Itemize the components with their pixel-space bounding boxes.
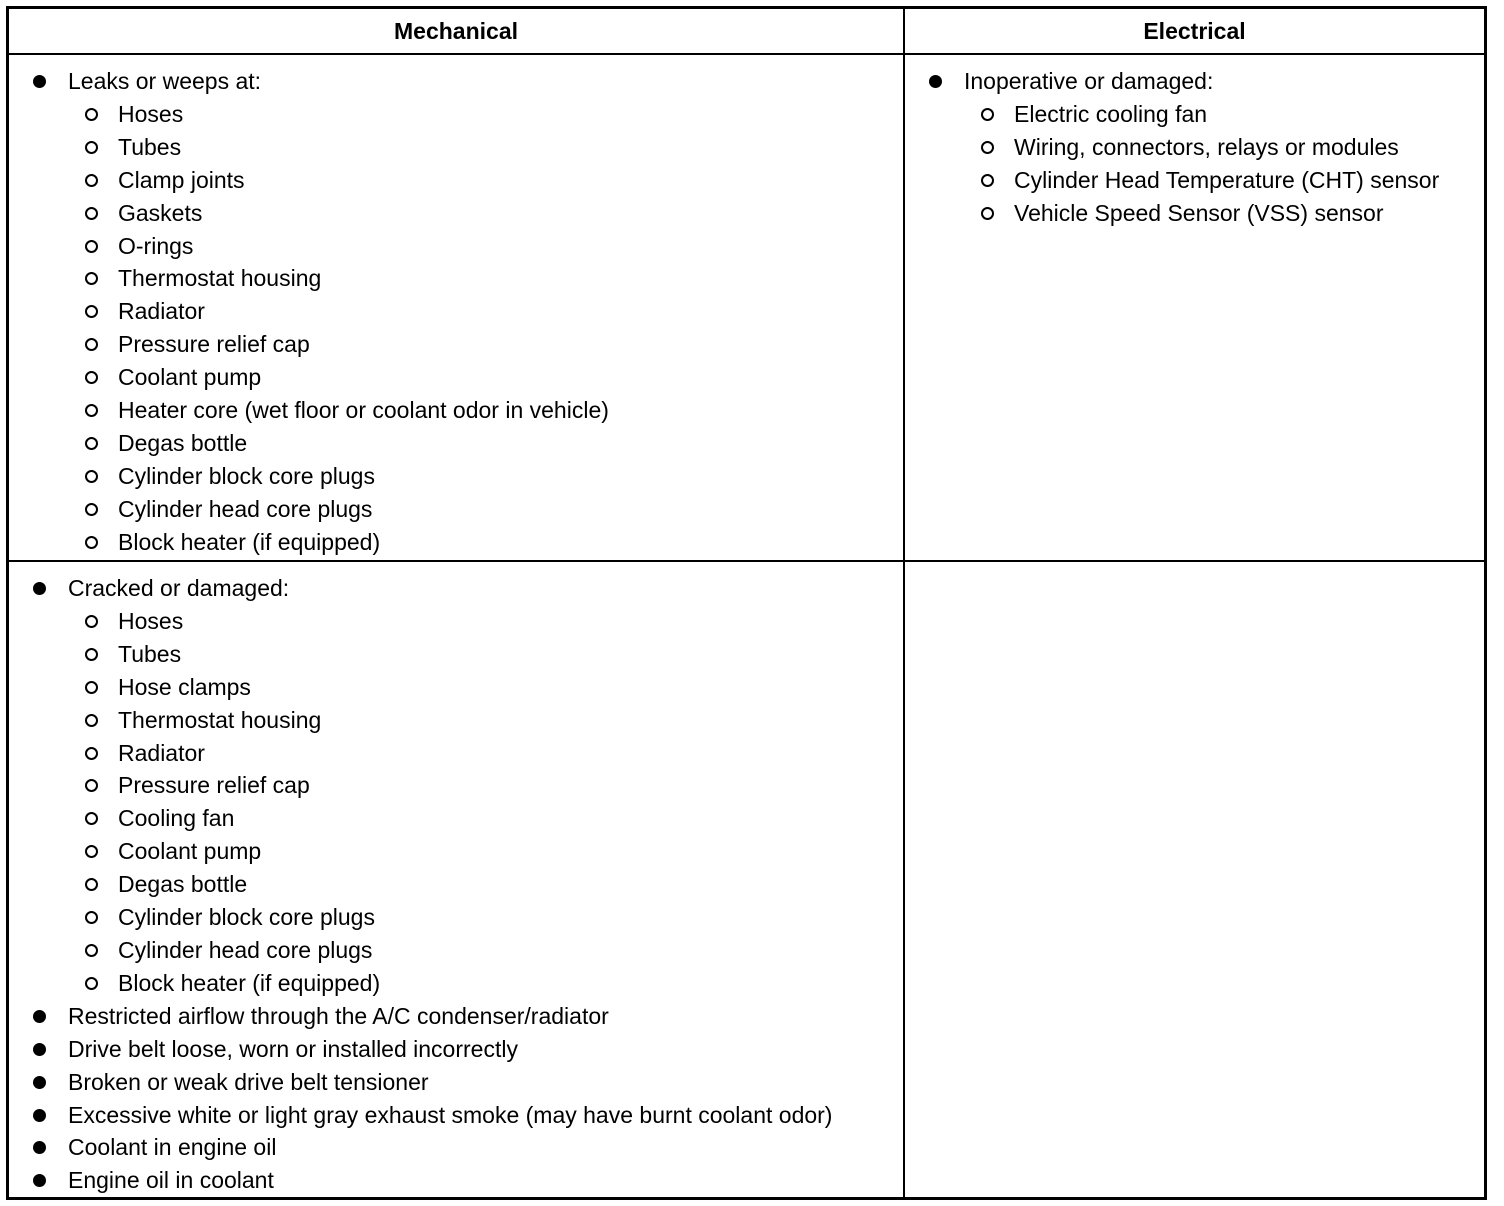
list-item: Drive belt loose, worn or installed incorrectly	[33, 1033, 903, 1066]
list-item: Thermostat housing	[33, 262, 903, 295]
list-item: Leaks or weeps at:	[33, 65, 903, 98]
inoperative-list	[929, 65, 1484, 230]
list-item: Coolant in engine oil	[33, 1131, 903, 1164]
list-item: Hoses	[33, 605, 903, 638]
header-electrical: Electrical	[905, 9, 1484, 55]
list-item: Excessive white or light gray exhaust smoke (may have burnt coolant odor)	[33, 1099, 903, 1132]
list-item: Cooling fan	[33, 802, 903, 835]
list-item: Coolant pump	[33, 361, 903, 394]
list-item: Cylinder head core plugs	[33, 493, 903, 526]
cell-mechanical-leaks	[9, 55, 905, 562]
list-item: Tubes	[33, 638, 903, 671]
list-item: Block heater (if equipped)	[33, 526, 903, 559]
list-item: Radiator	[33, 737, 903, 770]
list-item: Block heater (if equipped)	[33, 967, 903, 1000]
header-mechanical: Mechanical	[9, 9, 905, 55]
list-item: Restricted airflow through the A/C condenser/radiator	[33, 1000, 903, 1033]
list-item: Inoperative or damaged:	[929, 65, 1484, 98]
list-item: Coolant pump	[33, 835, 903, 868]
list-item: Electric cooling fan	[929, 98, 1484, 131]
list-item: Degas bottle	[33, 868, 903, 901]
symptom-table	[6, 6, 1487, 1200]
list-item: Vehicle Speed Sensor (VSS) sensor	[929, 197, 1484, 230]
list-item: Cylinder block core plugs	[33, 460, 903, 493]
leaks-list	[33, 65, 903, 559]
list-item: Cylinder Head Temperature (CHT) sensor	[929, 164, 1484, 197]
list-item: Hose clamps	[33, 671, 903, 704]
list-item: Clamp joints	[33, 164, 903, 197]
list-item: Thermostat housing	[33, 704, 903, 737]
list-item: Cracked or damaged:	[33, 572, 903, 605]
cell-electrical-inoperative	[905, 55, 1484, 562]
list-item: Cylinder head core plugs	[33, 934, 903, 967]
list-item: Heater core (wet floor or coolant odor in vehicle)	[33, 394, 903, 427]
list-item: Cylinder block core plugs	[33, 901, 903, 934]
cell-mechanical-cracked	[9, 562, 905, 1197]
list-item: Radiator	[33, 295, 903, 328]
list-item: Broken or weak drive belt tensioner	[33, 1066, 903, 1099]
list-item: O-rings	[33, 230, 903, 263]
list-item: Wiring, connectors, relays or modules	[929, 131, 1484, 164]
list-item: Hoses	[33, 98, 903, 131]
list-item: Engine oil in coolant	[33, 1164, 903, 1197]
list-item: Gaskets	[33, 197, 903, 230]
list-item: Pressure relief cap	[33, 769, 903, 802]
list-item: Tubes	[33, 131, 903, 164]
cell-electrical-empty	[905, 562, 1484, 1197]
list-item: Pressure relief cap	[33, 328, 903, 361]
list-item: Degas bottle	[33, 427, 903, 460]
cracked-list	[33, 572, 903, 1197]
